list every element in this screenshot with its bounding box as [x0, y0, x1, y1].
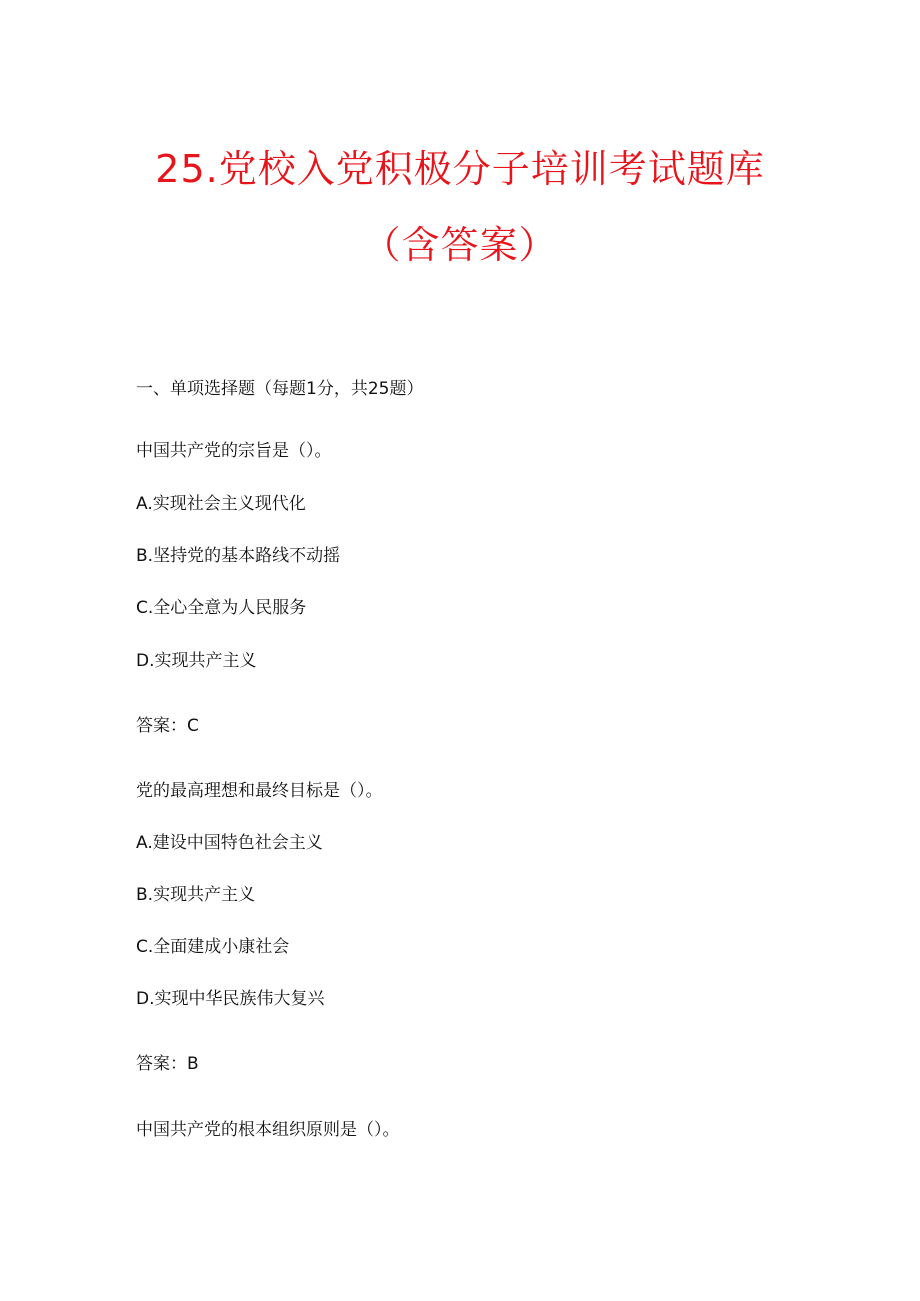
question-option: A.实现社会主义现代化 [136, 494, 306, 514]
section-heading: 一、单项选择题（每题1分，共25题） [136, 379, 424, 399]
question-stem: 中国共产党的根本组织原则是（）。 [136, 1120, 400, 1140]
question-option: D.实现共产主义 [136, 651, 257, 671]
question-option: B.坚持党的基本路线不动摇 [136, 546, 341, 566]
question-option: D.实现中华民族伟大复兴 [136, 989, 325, 1009]
document-title: 25.党校入党积极分子培训考试题库 [155, 147, 765, 191]
question-option: C.全心全意为人民服务 [136, 598, 307, 618]
question-option: B.实现共产主义 [136, 885, 256, 905]
question-stem: 中国共产党的宗旨是（）。 [136, 441, 332, 461]
question-answer: 答案：C [136, 716, 199, 736]
question-option: C.全面建成小康社会 [136, 937, 290, 957]
document-subtitle: （含答案） [362, 223, 558, 267]
question-stem: 党的最高理想和最终目标是（）。 [136, 781, 383, 801]
question-answer: 答案：B [136, 1054, 199, 1074]
question-option: A.建设中国特色社会主义 [136, 833, 323, 853]
